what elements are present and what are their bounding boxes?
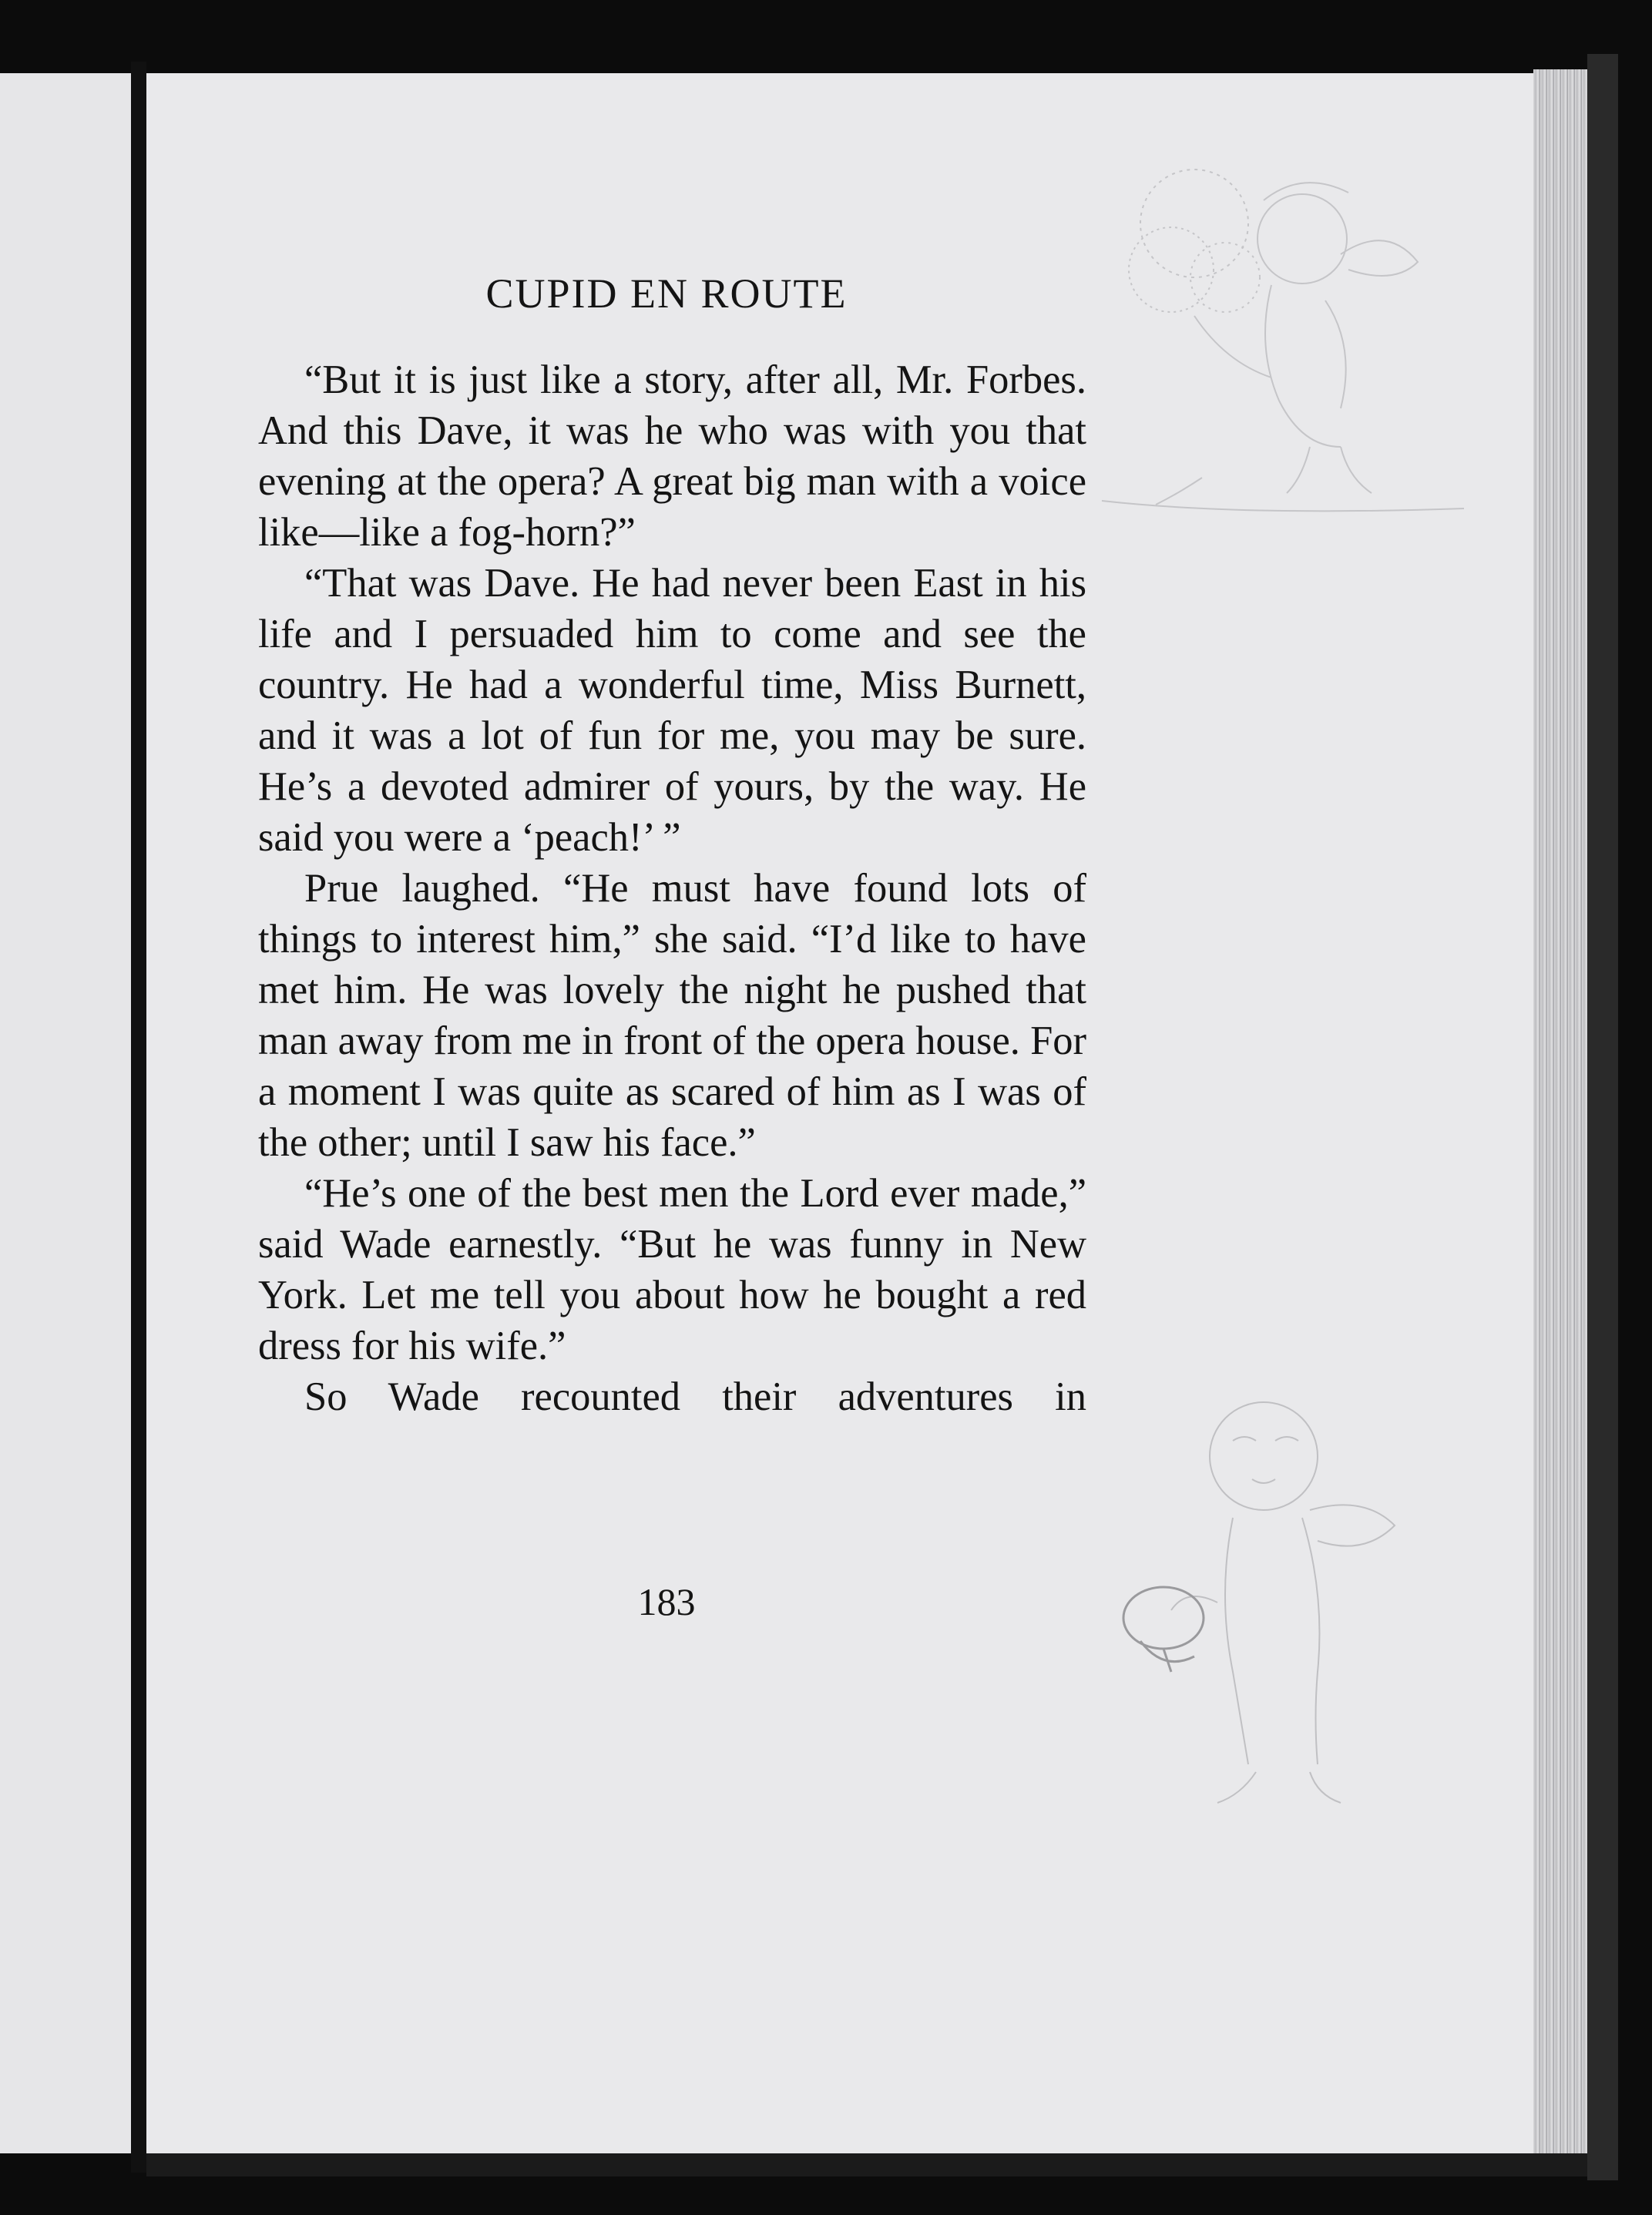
paragraph: Prue laughed. “He must have found lots of things to interest him,” she said. “I’d like to have met him. He was lovely the night he pushed that man away from me in front of the opera house. For a moment I was quite as scared of him as I was of the other; until I saw his face.” xyxy=(258,866,1086,1165)
paragraph: “That was Dave. He had never been East in his life and I persuaded him to come and see the country. He had a wonderful time, Miss Burnett, and it was a lot of fun for me, you may be sure. He’s a devoted admirer of yours, by the way. He said you were a ‘peach!’ ” xyxy=(258,561,1086,860)
paragraph: “But it is just like a story, after all, Mr. Forbes. And this Dave, it was he who was with you that evening at the opera? A great big man with a voice like—like a fog-horn?” xyxy=(258,357,1086,555)
cherub-with-bouquet-illustration xyxy=(1079,154,1510,586)
cover-edge xyxy=(1587,54,1618,2180)
paragraph: “He’s one of the best men the Lord ever made,” said Wade earnestly. “But he was funny in New York. Let me tell you about how he bought a red dress for his wife.” xyxy=(258,1171,1086,1368)
book-gutter xyxy=(131,62,146,2173)
page-stack-edge xyxy=(1533,69,1587,2161)
body-text xyxy=(258,354,1086,1422)
paragraph: So Wade recounted their adventures in xyxy=(304,1374,1086,1419)
bottom-shadow xyxy=(146,2153,1587,2176)
running-head: CUPID EN ROUTE xyxy=(485,270,848,317)
previous-page-edge xyxy=(0,73,142,2153)
page-number: 183 xyxy=(637,1580,696,1623)
